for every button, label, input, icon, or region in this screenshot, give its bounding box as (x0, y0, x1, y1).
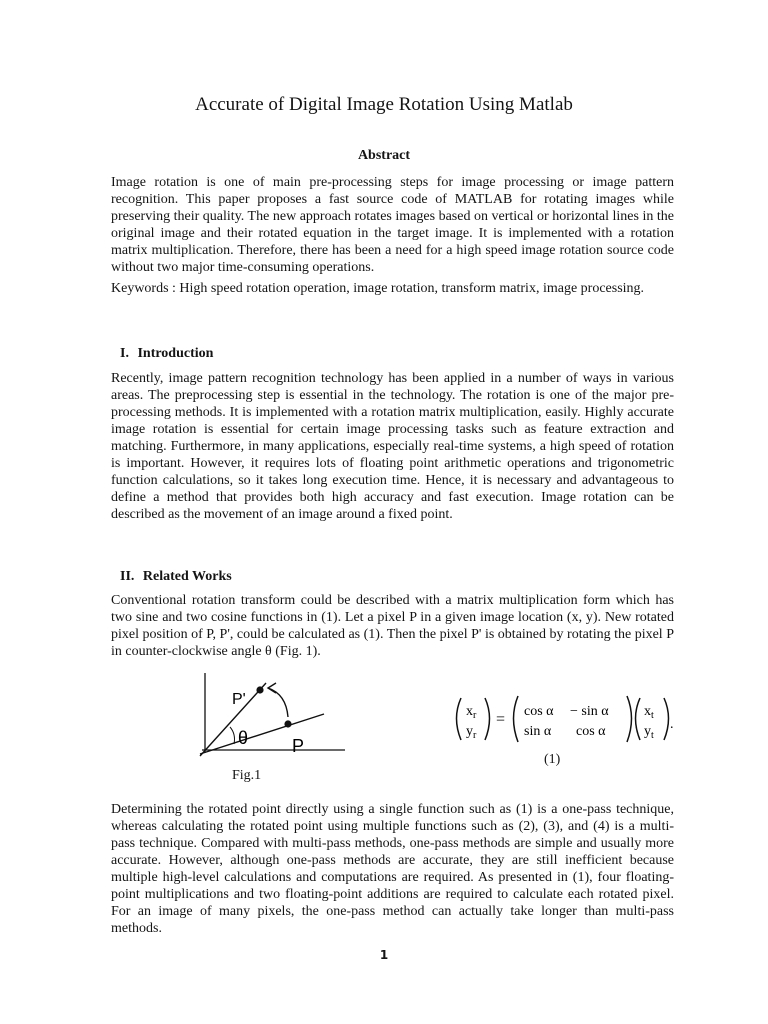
equation-period: . (670, 717, 674, 732)
paper-title: Accurate of Digital Image Rotation Using Matlab (195, 94, 573, 115)
matrix-m12: − sin α (570, 704, 609, 719)
section-title: Related Works (142, 569, 232, 584)
lhs-x: $x_r$ (466, 704, 477, 721)
keywords: Keywords : High speed rotation operation, image rotation, transform matrix, image processing. (111, 281, 645, 296)
angle-arc (230, 727, 235, 744)
section-heading-introduction (120, 346, 213, 362)
section-title: Introduction (137, 346, 214, 361)
left-paren (457, 698, 462, 740)
related-works-continued-text: Determining the rotated point directly using a single function such as (1) is a one-pass technique, whereas calculating the rotated point using multiple functions such as (2), (3), and (4) is a multi-pass technique. Compared with multi-pass methods, one-pass methods are simple and usually more accurate. However, although one-pass methods are accurate, they are still inefficient because multiple high-level calculations and computations are required. As presented in (1), four floating-point multiplications and two floating-point additions are required to calculate each rotated pixel. For an image of many pixels, the one-pass method can actually take longer than multi-pass methods. (111, 802, 674, 936)
matrix-left-paren (514, 696, 519, 742)
page-number: 1 (379, 948, 389, 962)
rotation-equation (452, 694, 682, 746)
matrix-m22: cos α (576, 724, 606, 739)
label-p-prime: P' (232, 691, 246, 708)
rotation-figure (180, 668, 350, 768)
label-p: P (292, 736, 305, 756)
rhs-y: $y_t$ (644, 724, 654, 741)
rotation-arrowhead (268, 683, 276, 693)
lhs-y: $y_r$ (466, 724, 477, 741)
rotation-arrow (268, 688, 288, 717)
introduction-text: Recently, image pattern recognition technology has been applied in a number of ways in various areas. The preprocessing step is essential in the technology. The rotation is one of the major pre-processing methods. It is implemented with a rotation matrix multiplication, easily. Highly accurate image rotation is essential for certain image processing tasks such as feature extraction and matching. Furthermore, in many applications, especially real-time systems, a high speed of rotation is important. However, it requires lots of floating point arithmetic operations and trigonometric function calculations, so it takes long execution time. Hence, it is necessary and advantageous to define a method that provides both high accuracy and fast execution. Image rotation can be described as the movement of an image around a fixed point. (111, 371, 674, 522)
matrix-m21: sin α (524, 724, 552, 739)
section-heading-related-works (120, 569, 232, 585)
rhs-left-paren (636, 698, 641, 740)
related-works-text: Conventional rotation transform could be described with a matrix multiplication form which has two sine and two cosine functions in (1). Let a pixel P in a given image location (x, y). New rotated pixel position of P, P', could be calculated as (1). Then the pixel P' is obtained by rotating the pixel P in counter-clockwise angle θ (Fig. 1). (111, 593, 674, 659)
point-p (284, 720, 291, 727)
matrix-m11: cos α (524, 704, 554, 719)
section-number: I. (120, 346, 129, 361)
abstract-heading: Abstract (357, 148, 411, 163)
matrix-right-paren (627, 696, 632, 742)
abstract-text: Image rotation is one of main pre-processing steps for image processing or image pattern recognition. This paper proposes a fast source code of MATLAB for rotating images while preserving their quality. The new approach rotates images based on vertical or horizontal lines in the original image and their rotated equation in the target image. It is implemented with a rotation matrix multiplication. Therefore, there has been a need for a high speed image rotation source code without two major time-consuming operations. (111, 175, 674, 275)
figure-caption: Fig.1 (232, 768, 262, 783)
rhs-x: $x_t$ (644, 704, 654, 721)
right-paren (485, 698, 490, 740)
equation-number: (1) (544, 752, 561, 767)
section-number: II. (120, 569, 135, 584)
original-vector-line (200, 714, 324, 754)
equals-sign: = (496, 711, 506, 728)
rhs-right-paren (664, 698, 669, 740)
point-p-prime (256, 686, 263, 693)
label-theta: θ (238, 728, 249, 748)
